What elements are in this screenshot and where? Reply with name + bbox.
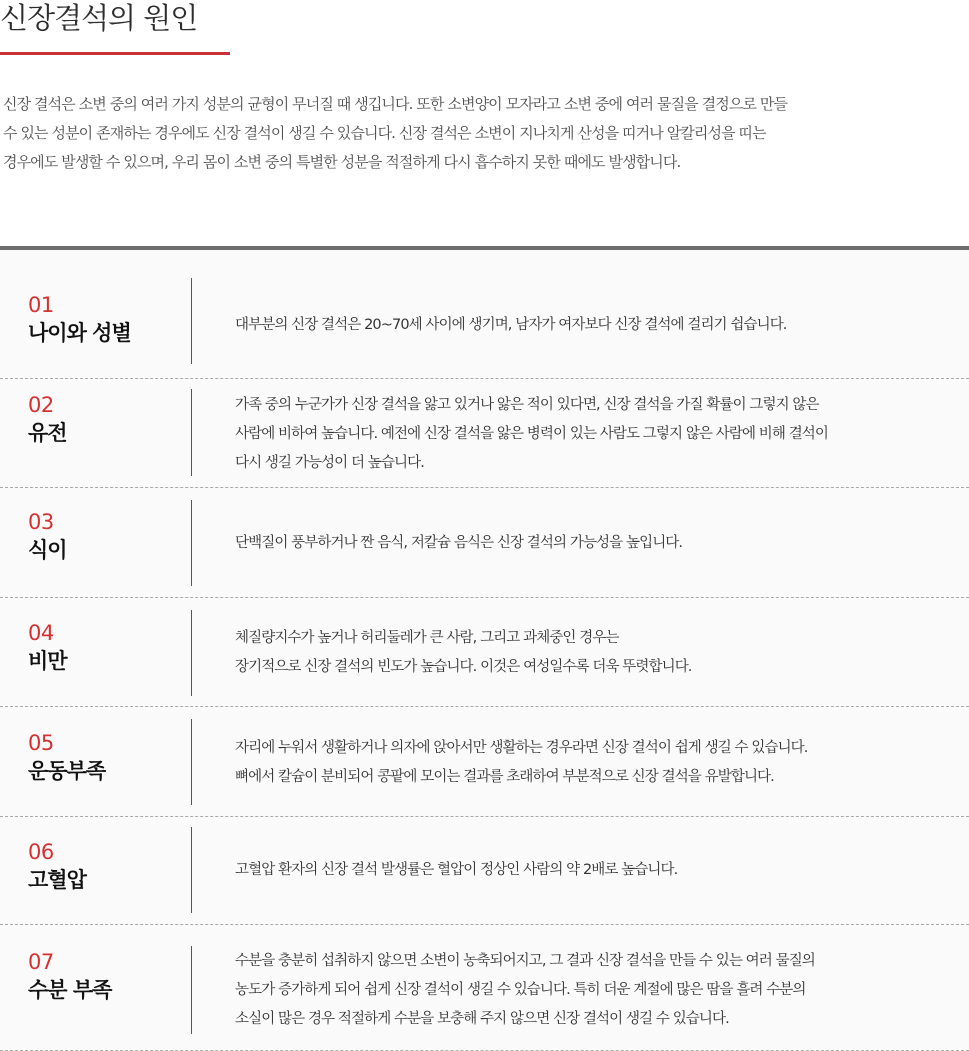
intro-paragraph xyxy=(3,90,969,177)
cause-title: 고혈압 xyxy=(28,868,86,892)
description-line: 농도가 증가하게 되어 쉽게 신장 결석이 생길 수 있습니다. 특히 더운 계절에 많은 땀을 흘려 수분의 xyxy=(235,982,806,998)
description-line: 사람에 비하여 높습니다. 예전에 신장 결석을 앓은 병력이 있는 사람도 그렇지 않은 사람에 비해 결석이 xyxy=(235,426,829,442)
cause-row-genetics xyxy=(0,379,969,488)
cause-number: 05 xyxy=(28,731,54,755)
row-divider xyxy=(191,827,192,913)
description-line: 단백질이 풍부하거나 짠 음식, 저칼슘 음식은 신장 결석의 가능성을 높입니다. xyxy=(235,535,683,551)
cause-row-dehydration xyxy=(0,925,969,1051)
description-line: 뼈에서 칼슘이 분비되어 콩팥에 모이는 결과를 초래하여 부분적으로 신장 결석을 유발합니다. xyxy=(235,769,774,785)
description-line: 장기적으로 신장 결석의 빈도가 높습니다. 이것은 여성일수록 더욱 뚜렷합니다. xyxy=(235,659,692,675)
cause-row-obesity xyxy=(0,598,969,707)
intro-line: 수 있는 성분이 존재하는 경우에도 신장 결석이 생길 수 있습니다. 신장 결석은 소변이 지나치게 산성을 띠거나 알칼리성을 띠는 xyxy=(3,124,766,142)
cause-description xyxy=(235,856,965,885)
row-divider xyxy=(191,389,192,476)
intro-line: 경우에도 발생할 수 있으며, 우리 몸이 소변 중의 특별한 성분을 적절하게 다시 흡수하지 못한 때에도 발생합니다. xyxy=(3,153,681,171)
cause-number: 07 xyxy=(28,950,54,974)
cause-row-diet xyxy=(0,488,969,598)
cause-description xyxy=(235,624,965,682)
cause-title: 비만 xyxy=(28,649,67,673)
description-line: 고혈압 환자의 신장 결석 발생률은 혈압이 정상인 사람의 약 2배로 높습니다. xyxy=(235,862,678,878)
description-line: 수분을 충분히 섭취하지 않으면 소변이 농축되어지고, 그 결과 신장 결석을 만들 수 있는 여러 물질의 xyxy=(235,953,815,969)
causes-table xyxy=(0,246,969,1049)
cause-description xyxy=(235,529,965,558)
description-line: 다시 생길 가능성이 더 높습니다. xyxy=(235,455,424,471)
page-title-block xyxy=(0,0,230,55)
description-line: 소실이 많은 경우 적절하게 수분을 보충해 주지 않으면 신장 결석이 생길 수 있습니다. xyxy=(235,1011,729,1027)
page-title: 신장결석의 원인 xyxy=(0,1,198,35)
description-line: 자리에 누워서 생활하거나 의자에 앉아서만 생활하는 경우라면 신장 결석이 쉽게 생길 수 있습니다. xyxy=(235,740,808,756)
intro-line: 신장 결석은 소변 중의 여러 가지 성분의 균형이 무너질 때 생깁니다. 또한 소변양이 모자라고 소변 중에 여러 물질을 결정으로 만들 xyxy=(3,95,788,113)
cause-title: 나이와 성별 xyxy=(28,321,131,345)
row-divider xyxy=(191,946,192,1034)
cause-title: 유전 xyxy=(28,421,67,445)
description-line: 대부분의 신장 결석은 20~70세 사이에 생기며, 남자가 여자보다 신장 결석에 걸리기 쉽습니다. xyxy=(235,317,787,333)
cause-description xyxy=(235,311,965,340)
description-line: 가족 중의 누군가가 신장 결석을 앓고 있거나 앓은 적이 있다면, 신장 결석을 가질 확률이 그렇지 않은 xyxy=(235,397,819,413)
cause-number: 06 xyxy=(28,840,54,864)
cause-row-hypertension xyxy=(0,817,969,925)
cause-description xyxy=(235,734,965,792)
cause-row-lack-of-exercise xyxy=(0,707,969,817)
cause-row-age-gender xyxy=(0,250,969,379)
description-line: 체질량지수가 높거나 허리둘레가 큰 사람, 그리고 과체중인 경우는 xyxy=(235,630,619,646)
cause-number: 02 xyxy=(28,393,54,417)
cause-number: 04 xyxy=(28,621,54,645)
row-divider xyxy=(191,500,192,586)
cause-title: 수분 부족 xyxy=(28,978,112,1002)
cause-title: 운동부족 xyxy=(28,759,106,783)
row-divider xyxy=(191,278,192,364)
row-divider xyxy=(191,719,192,805)
cause-number: 01 xyxy=(28,293,54,317)
cause-description xyxy=(235,391,965,478)
cause-description xyxy=(235,947,965,1034)
cause-number: 03 xyxy=(28,510,54,534)
cause-title: 식이 xyxy=(28,538,67,562)
row-divider xyxy=(191,610,192,696)
